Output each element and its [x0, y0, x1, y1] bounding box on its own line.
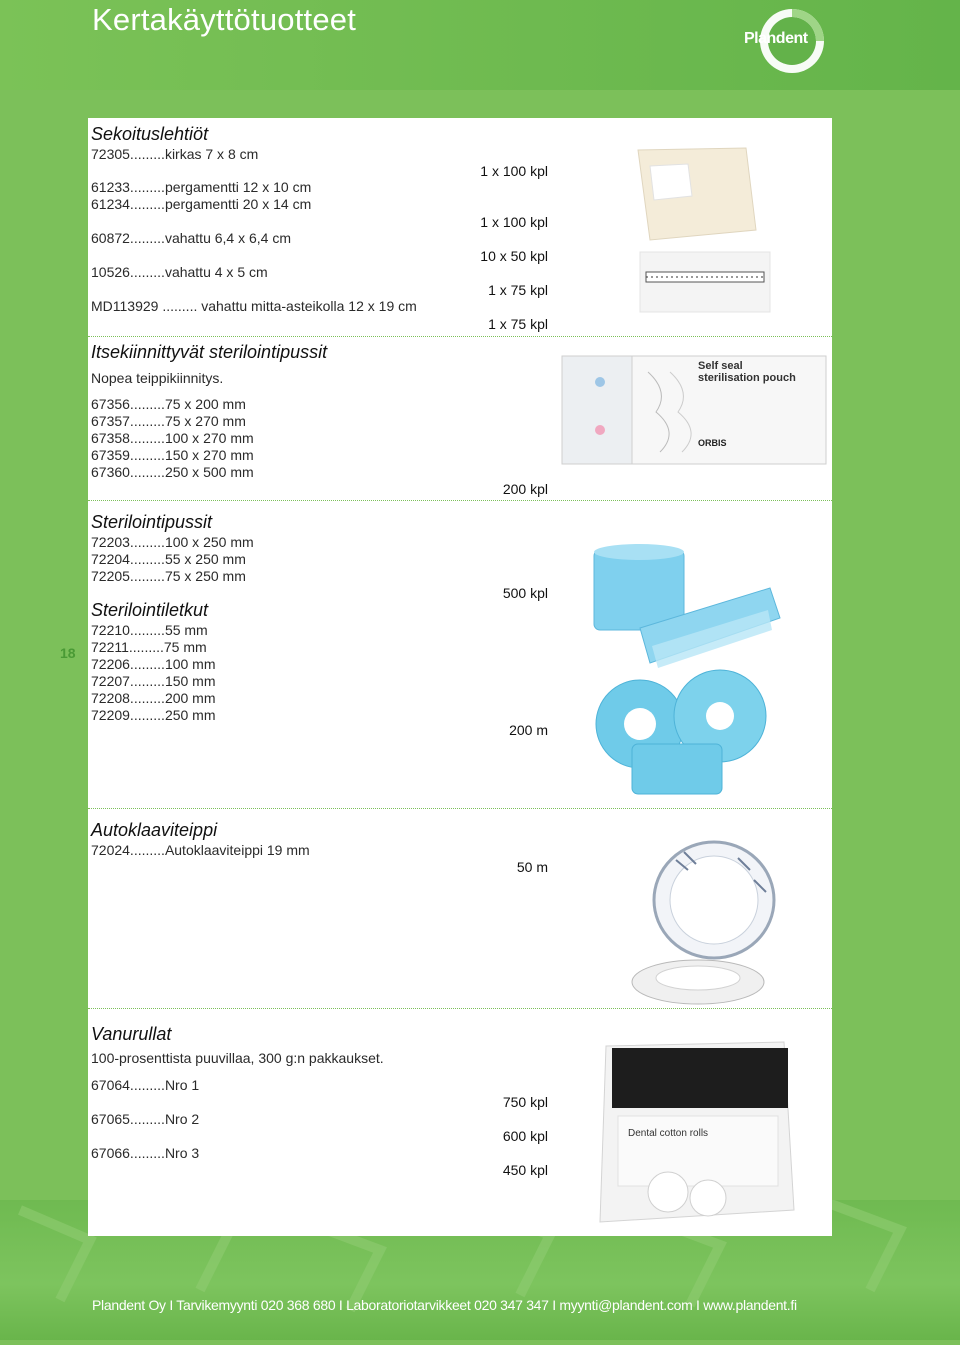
quantity: 750 kpl	[502, 1094, 548, 1110]
quantity: 1 x 75 kpl	[488, 316, 548, 332]
section-title: Sterilointipussit	[91, 512, 213, 532]
product-line: 72206.........100 mm	[91, 656, 216, 672]
product-line: 61233.........pergamentti 12 x 10 cm	[91, 179, 312, 195]
pouch-label-title1: Self seal	[698, 360, 743, 372]
quantity: 1 x 100 kpl	[480, 163, 548, 179]
product-line: 61234.........pergamentti 20 x 14 cm	[91, 196, 312, 212]
product-line: 60872.........vahattu 6,4 x 6,4 cm	[91, 230, 292, 246]
product-line: 67064.........Nro 1	[91, 1077, 200, 1093]
sterilisation-pouch-image	[560, 352, 830, 470]
product-line: 67359.........150 x 270 mm	[91, 447, 254, 463]
product-line: 67357.........75 x 270 mm	[91, 413, 246, 429]
quantity: 450 kpl	[502, 1162, 548, 1178]
section-title: Itsekiinnittyvät sterilointipussit	[91, 342, 328, 362]
bag-label: Dental cotton rolls	[628, 1128, 709, 1139]
quantity: 600 kpl	[502, 1128, 548, 1144]
quantity: 1 x 75 kpl	[488, 282, 548, 298]
section-title: Vanurullat	[91, 1024, 172, 1044]
quantity: 50 m	[516, 859, 548, 875]
product-line: 72205.........75 x 250 mm	[91, 568, 246, 584]
page-header	[0, 0, 960, 90]
product-line: 10526.........vahattu 4 x 5 cm	[91, 264, 268, 280]
product-line: MD113929 ......... vahattu mitta-asteikolla 12 x 19 cm	[91, 298, 417, 314]
mixing-pad-image	[628, 140, 778, 320]
quantity: 1 x 100 kpl	[480, 214, 548, 230]
product-line: 72209.........250 mm	[91, 707, 216, 723]
page-title: Kertakäyttötuotteet	[92, 2, 357, 37]
section-title: Sekoituslehtiöt	[91, 124, 209, 144]
section-subtitle: Nopea teippikiinnitys.	[91, 370, 224, 386]
product-line: 67065.........Nro 2	[91, 1111, 200, 1127]
section-title: Autoklaaviteippi	[91, 820, 218, 840]
content-panel	[88, 118, 832, 1236]
product-line: 72207.........150 mm	[91, 673, 216, 689]
autoclave-tape-image	[618, 840, 808, 1010]
product-line: 72211.........75 mm	[91, 639, 207, 655]
section-divider	[88, 500, 832, 501]
quantity: 200 m	[509, 722, 548, 738]
product-line: 72305.........kirkas 7 x 8 cm	[91, 146, 259, 162]
product-line: 72208.........200 mm	[91, 690, 216, 706]
sterilisation-rolls-image	[580, 538, 800, 798]
product-line: 72024.........Autoklaaviteippi 19 mm	[91, 842, 310, 858]
product-line: 67066.........Nro 3	[91, 1145, 200, 1161]
product-line: 67360.........250 x 500 mm	[91, 464, 254, 480]
footer-contact: Plandent Oy I Tarvikemyynti 020 368 680 I Laboratoriotarvikkeet 020 347 347 I myynti@plandent.com I www.plandent.fi	[92, 1297, 797, 1313]
product-line: 67358.........100 x 270 mm	[91, 430, 254, 446]
product-line: 72203.........100 x 250 mm	[91, 534, 254, 550]
quantity: 500 kpl	[502, 585, 548, 601]
product-line: 67356.........75 x 200 mm	[91, 396, 246, 412]
logo-text: Plandent	[744, 30, 808, 47]
pouch-label-title2: sterilisation pouch	[698, 372, 796, 384]
page-number: 18	[60, 645, 76, 661]
section-title: Sterilointiletkut	[91, 600, 209, 620]
product-line: 72204.........55 x 250 mm	[91, 551, 246, 567]
section-subtitle: 100-prosenttista puuvillaa, 300 g:n pakkaukset.	[91, 1050, 384, 1066]
section-divider	[88, 808, 832, 809]
quantity: 200 kpl	[502, 481, 548, 497]
pouch-brand: ORBIS	[698, 438, 727, 448]
quantity: 10 x 50 kpl	[480, 248, 548, 264]
section-divider	[88, 1008, 832, 1009]
section-divider	[88, 336, 832, 337]
product-line: 72210.........55 mm	[91, 622, 208, 638]
